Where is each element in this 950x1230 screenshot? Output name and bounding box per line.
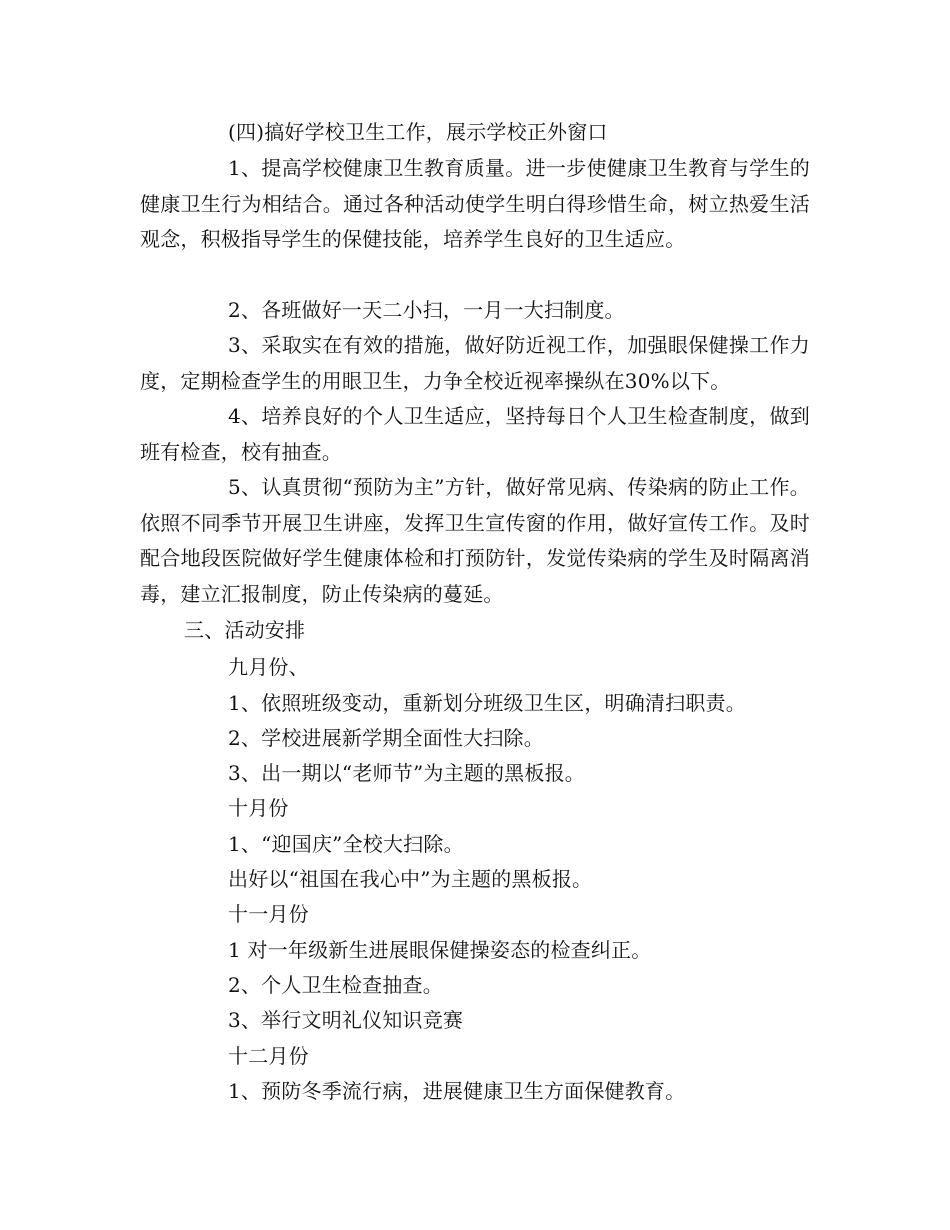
month-line: 3、出一期以“老师节”为主题的黑板报。 [228,761,585,785]
month-title: 九月份、 [228,655,309,679]
month-line: 2、个人卫生检查抽查。 [228,973,443,997]
month-line: 2、学校进展新学期全面性大扫除。 [228,726,544,750]
month-line: 出好以“祖国在我心中”为主题的黑板报。 [228,867,593,891]
month-line: 3、举行文明礼仪知识竞赛 [228,1008,464,1032]
month-title: 十二月份 [228,1044,309,1068]
item-2-paragraph: 2、各班做好一天二小扫，一月一大扫制度。 [228,298,625,322]
item-5-paragraph: 5、认真贯彻“预防为主”方针，做好常见病、传染病的防止工作。依照不同季节开展卫生讲座，发挥卫生宣传窗的作用，做好宣传工作。及时配合地段医院做好学生健康体检和打预防针，发觉传染病的学生及时隔离消毒，建立汇报制度，防止传染病的蔓延。 [140,475,810,606]
month-line: 1、依照班级变动，重新划分班级卫生区，明确清扫职责。 [228,691,746,715]
month-title: 十月份 [228,796,289,820]
month-line: 1、预防冬季流行病，进展健康卫生方面保健教育。 [228,1079,686,1103]
section-four-heading: (四)搞好学校卫生工作，展示学校正外窗口 [228,120,608,144]
month-line: 1 对一年级新生进展眼保健操姿态的检查纠正。 [228,938,652,962]
item-3-paragraph: 3、采取实在有效的措施，做好防近视工作，加强眼保健操工作力度，定期检查学生的用眼卫生，力争全校近视率操纵在30%以下。 [140,333,810,393]
item-1-paragraph: 1、提高学校健康卫生教育质量。进一步使健康卫生教育与学生的健康卫生行为相结合。通过各种活动使学生明白得珍惜生命，树立热爱生活观念，积极指导学生的保健技能，培养学生良好的卫生适应。 [140,156,810,251]
month-line: 1、“迎国庆”全校大扫除。 [228,832,464,856]
item-4-paragraph: 4、培养良好的个人卫生适应，坚持每日个人卫生检查制度，做到班有检查，校有抽查。 [140,404,810,464]
section-three-heading: 三、活动安排 [184,618,306,642]
month-title: 十一月份 [228,902,309,926]
